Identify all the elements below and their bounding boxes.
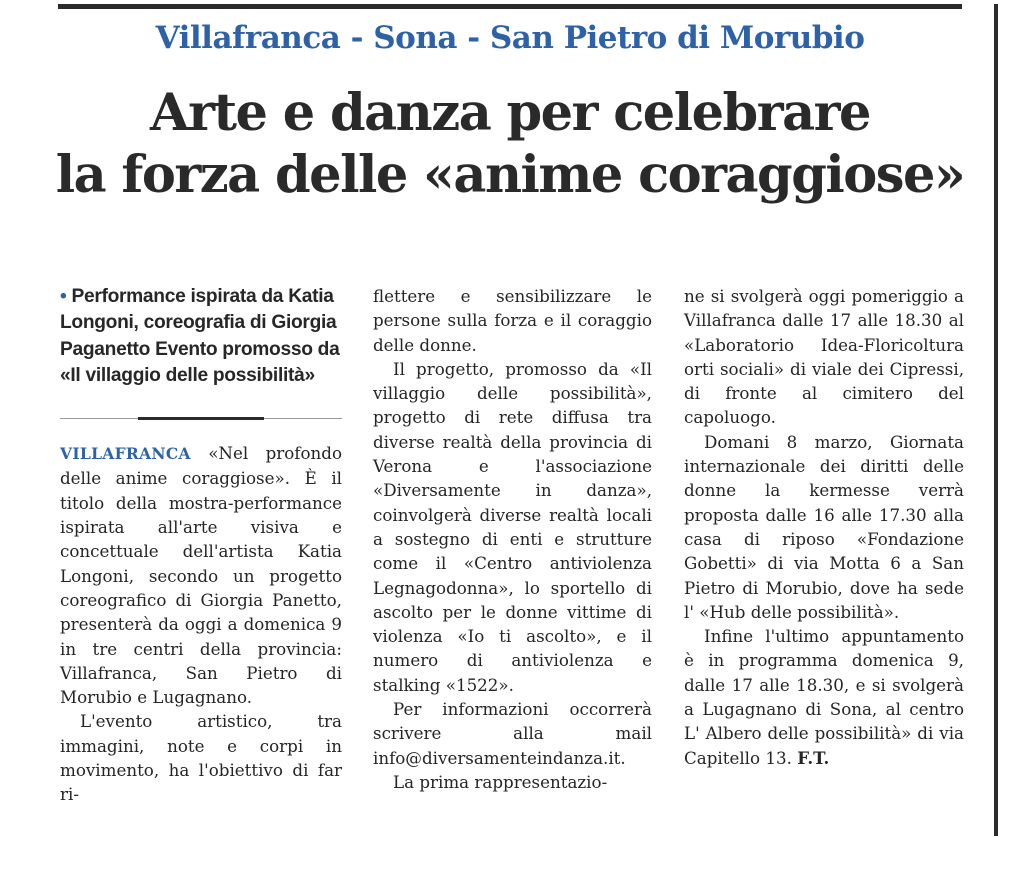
paragraph-5-continued: ne si svolgerà oggi pomeriggio a Villafranca dalle 17 alle 18.30 al «Laboratorio Idea-Floricoltura orti sociali» di viale dei Cipressi, di fronte al cimitero del capoluogo. xyxy=(684,286,964,428)
column-1 xyxy=(60,284,342,807)
top-rule xyxy=(58,4,962,9)
column-2 xyxy=(373,284,652,794)
paragraph-2: L'evento artistico, tra immagini, note e corpi in movimento, ha l'obiettivo di far ri- xyxy=(60,711,342,805)
headline-line-2: la forza delle «anime coraggiose» xyxy=(55,145,965,205)
paragraph-5: La prima rappresentazio- xyxy=(393,771,608,792)
summary-text: Performance ispirata da Katia Longoni, coreografia di Giorgia Paganetto Evento promosso da «Il villaggio delle possibilità» xyxy=(60,286,340,386)
paragraph-1-text: «Nel profondo delle anime coraggiose». È il titolo della mostra-performance ispirata all'arte visiva e concettuale dell'artista Katia Longoni, secondo un progetto coreografico di Giorgia Panetto, presenterà da oggi a domenica 9 in tre centri della provincia: Villafranca, San Pietro di Morubio e Lugagnano. xyxy=(60,443,342,708)
author-signature: F.T. xyxy=(797,747,830,768)
paragraph-1 xyxy=(60,441,342,709)
headline-line-1: Arte e danza per celebrare xyxy=(150,83,870,143)
summary-bullet: • xyxy=(60,286,67,307)
summary xyxy=(60,284,342,389)
paragraph-6: Domani 8 marzo, Giornata internazionale dei diritti delle donne la kermesse verrà proposta dalle 16 alle 17.30 alla casa di riposo «Fondazione Gobetti» di via Motta 6 a San Pietro di Morubio, dove ha sede l' «Hub delle possibilità». xyxy=(684,431,964,622)
summary-divider xyxy=(60,417,342,420)
column-rule xyxy=(994,4,998,836)
paragraph-7 xyxy=(684,624,964,770)
paragraph-4: Per informazioni occorrerà scrivere alla mail info@diversamenteindanza.it. xyxy=(373,699,652,768)
dateline: VILLAFRANCA xyxy=(60,444,191,464)
kicker: Villafranca - Sona - San Pietro di Morubio xyxy=(155,20,865,56)
paragraph-2-continued: flettere e sensibilizzare le persone sulla forza e il coraggio delle donne. xyxy=(373,286,652,355)
paragraph-3: Il progetto, promosso da «Il villaggio delle possibilità», progetto di rete diffusa tra diverse realtà della provincia di Verona e l'associazione «Diversamente in danza», coinvolgerà diverse realtà locali a sostegno di enti e strutture come il «Centro antiviolenza Legnagodonna», lo sportello di ascolto per le donne vittime di violenza «Io ti ascolto», e il numero di antiviolenza e stalking «1522». xyxy=(373,358,652,695)
column-3 xyxy=(684,284,964,770)
paragraph-7-text: Infine l'ultimo appuntamento è in programma domenica 9, dalle 17 alle 18.30, e si svolgerà a Lugagnano di Sona, al centro L' Albero delle possibilità» di via Capitello 13. xyxy=(684,626,964,768)
headline xyxy=(40,82,980,206)
